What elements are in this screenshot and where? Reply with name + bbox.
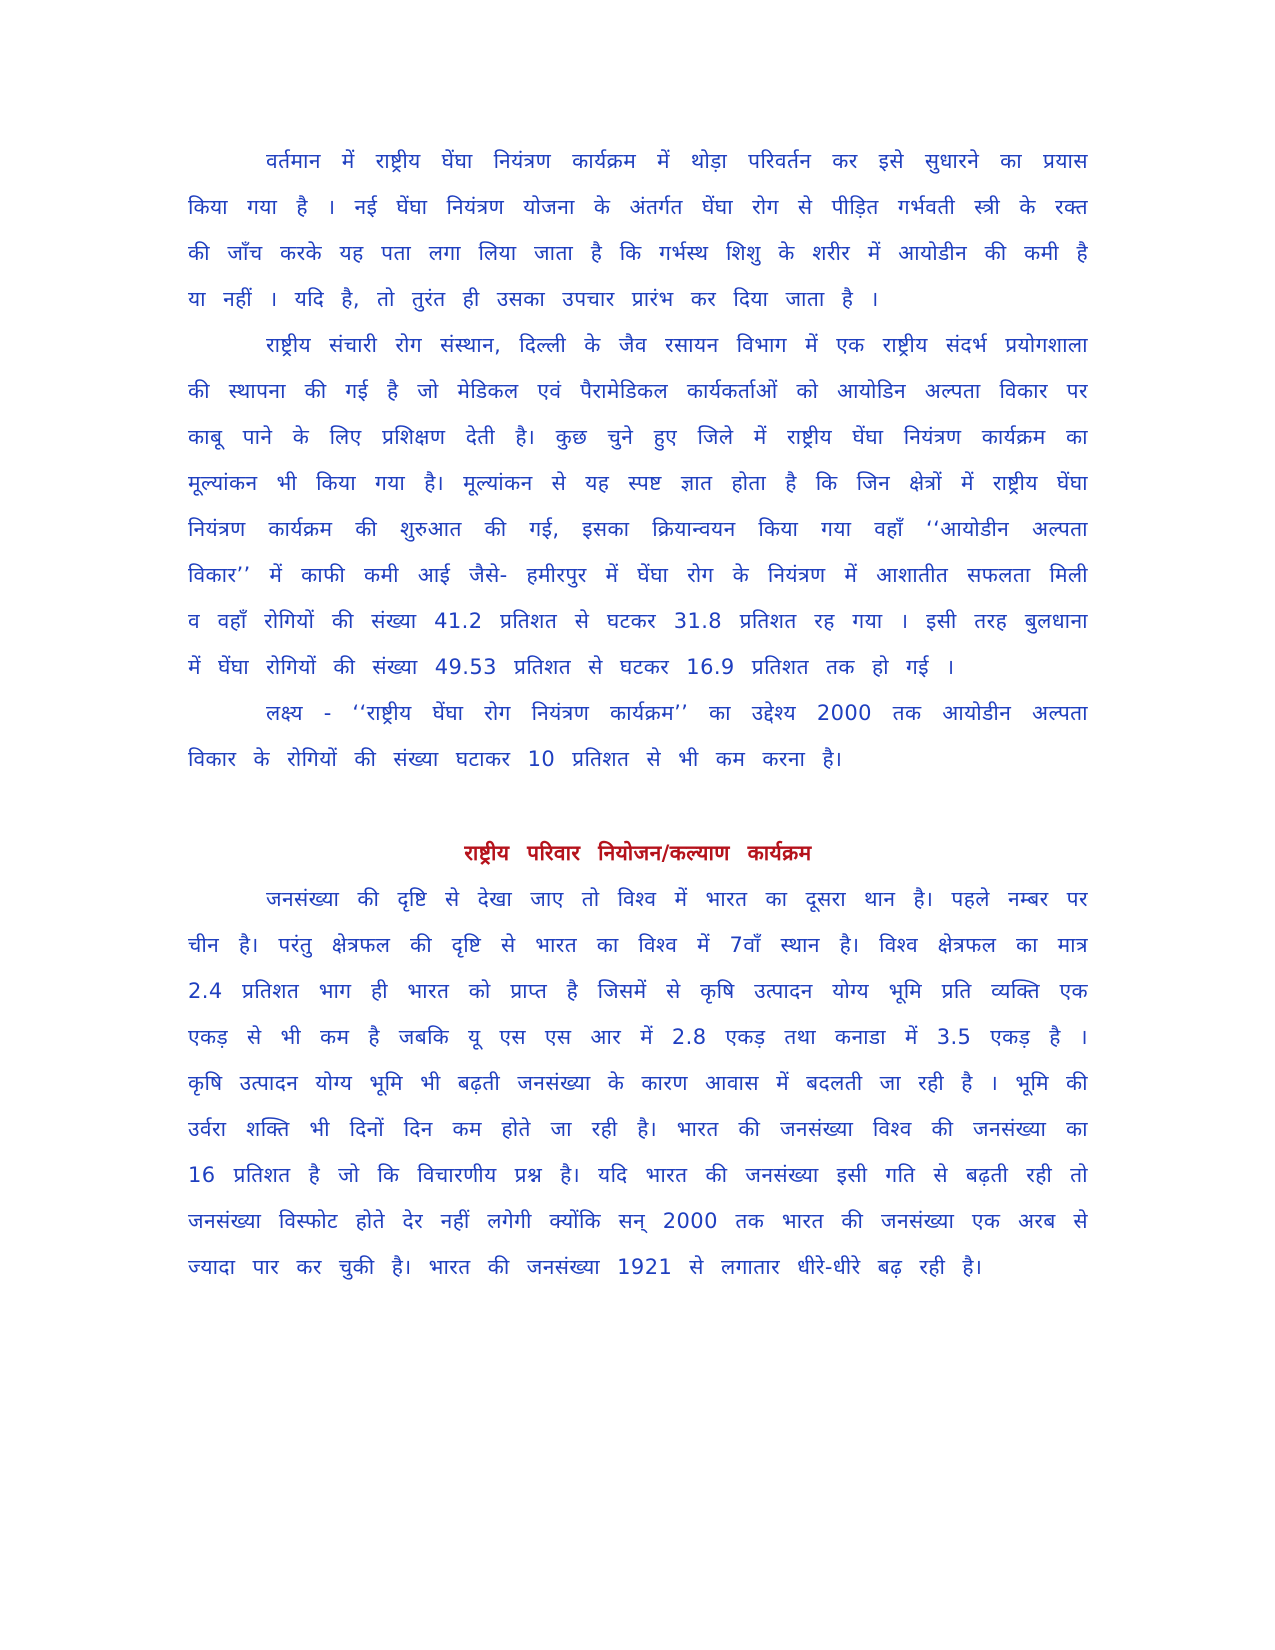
paragraph-goiter-program-reform: वर्तमान में राष्ट्रीय घेंघा नियंत्रण कार्यक्रम में थोड़ा परिवर्तन कर इसे सुधारने का प्रयास किया गया है । नई घेंघा नियंत्रण योजना के अंतर्गत घेंघा रोग से पीड़ित गर्भवती स्त्री के रक्त की जाँच करके यह पता लगा लिया जाता है कि गर्भस्थ शिशु के शरीर में आयोडीन की कमी है या नहीं । यदि है, तो तुरंत ही उसका उपचार प्रारंभ कर दिया जाता है ।: [188, 149, 1088, 311]
paragraph-program-goal: लक्ष्य - ‘‘राष्ट्रीय घेंघा रोग नियंत्रण कार्यक्रम’’ का उद्देश्य 2000 तक आयोडीन अल्पता विकार के रोगियों की संख्या घटाकर 10 प्रतिशत से भी कम करना है।: [188, 701, 1088, 771]
document-page: [188, 138, 1088, 1290]
section-heading-family-planning: राष्ट्रीय परिवार नियोजन/कल्याण कार्यक्रम: [464, 841, 812, 865]
paragraph-population: जनसंख्या की दृष्टि से देखा जाए तो विश्व में भारत का दूसरा थान है। पहले नम्बर पर चीन है। परंतु क्षेत्रफल की दृष्टि से भारत का विश्व में 7वाँ स्थान है। विश्व क्षेत्रफल का मात्र 2.4 प्रतिशत भाग ही भारत को प्राप्त है जिसमें से कृषि उत्पादन योग्य भूमि प्रति व्यक्ति एक एकड़ से भी कम है जबकि यू एस एस आर में 2.8 एकड़ तथा कनाडा में 3.5 एकड़ है । कृषि उत्पादन योग्य भूमि भी बढ़ती जनसंख्या के कारण आवास में बदलती जा रही है । भूमि की उर्वरा शक्ति भी दिनों दिन कम होते जा रही है। भारत की जनसंख्या विश्व की जनसंख्या का 16 प्रतिशत है जो कि विचारणीय प्रश्न है। यदि भारत की जनसंख्या इसी गति से बढ़ती रही तो जनसंख्या विस्फोट होते देर नहीं लगेगी क्योंकि सन् 2000 तक भारत की जनसंख्या एक अरब से ज्यादा पार कर चुकी है। भारत की जनसंख्या 1921 से लगातार धीरे-धीरे बढ़ रही है।: [188, 887, 1088, 1279]
paragraph-reference-laboratory: राष्ट्रीय संचारी रोग संस्थान, दिल्ली के जैव रसायन विभाग में एक राष्ट्रीय संदर्भ प्रयोगशाला की स्थापना की गई है जो मेडिकल एवं पैरामेडिकल कार्यकर्ताओं को आयोडिन अल्पता विकार पर काबू पाने के लिए प्रशिक्षण देती है। कुछ चुने हुए जिले में राष्ट्रीय घेंघा नियंत्रण कार्यक्रम का मूल्यांकन भी किया गया है। मूल्यांकन से यह स्पष्ट ज्ञात होता है कि जिन क्षेत्रों में राष्ट्रीय घेंघा नियंत्रण कार्यक्रम की शुरुआत की गई, इसका क्रियान्वयन किया गया वहाँ ‘‘आयोडीन अल्पता विकार’’ में काफी कमी आई जैसे- हमीरपुर में घेंघा रोग के नियंत्रण में आशातीत सफलता मिली व वहाँ रोगियों की संख्या 41.2 प्रतिशत से घटकर 31.8 प्रतिशत रह गया । इसी तरह बुलधाना में घेंघा रोगियों की संख्या 49.53 प्रतिशत से घटकर 16.9 प्रतिशत तक हो गई ।: [188, 333, 1088, 679]
